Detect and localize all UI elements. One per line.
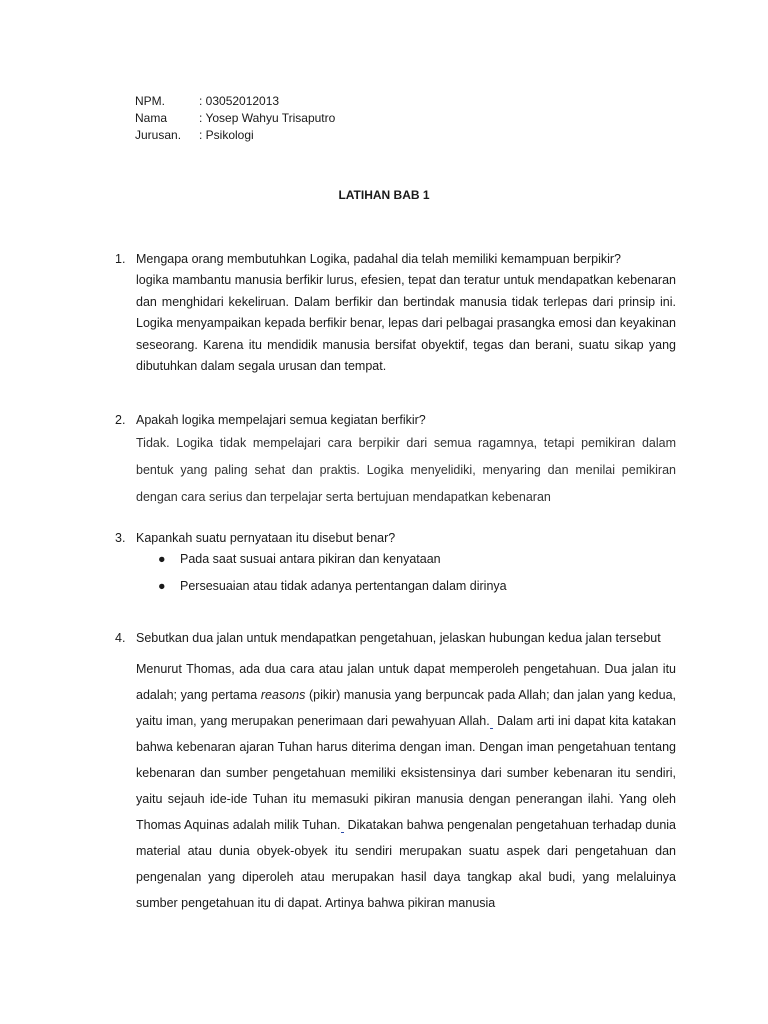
q1-number: 1. (115, 252, 126, 266)
jurusan-label: Jurusan. (135, 128, 182, 142)
npm-value: : 03052012013 (199, 94, 280, 108)
q4-number: 4. (115, 631, 126, 645)
q2-answer: Tidak. Logika tidak mempelajari cara berpikir dari semua ragamnya, tetapi pemikiran dalam bentuk yang paling sehat dan praktis. Logika menyelidiki, menyaring dan menilai pemikiran dengan cara serius dan terpelajar serta bertujuan mendapatkan kebenaran (136, 436, 676, 504)
nama-label: Nama (135, 111, 168, 125)
q3-bullet-1-text: Pada saat susuai antara pikiran dan kenyataan (180, 552, 441, 566)
q3-bullet-2-text: Persesuaian atau tidak adanya pertentangan dalam dirinya (180, 579, 507, 593)
page-title: LATIHAN BAB 1 (338, 188, 430, 202)
q4-answer-part2: (pikir) manusia yang berpuncak pada Allah; dan jalan yang kedua, yaitu iman, yang merupakan penerimaan dari pewahyuan Allah. (136, 688, 676, 728)
q4-answer-part4: Dikatakan bahwa pengenalan pengetahuan terhadap dunia material atau dunia obyek-obyek itu sendiri merupakan suatu aspek dari pengetahuan dan pengenalan yang diperoleh atau merupakan hasil daya tangkap akal budi, yang melaluinya sumber pengetahuan itu di dapat. Artinya bahwa pikiran manusia (136, 818, 676, 910)
q4-question: Sebutkan dua jalan untuk mendapatkan pengetahuan, jelaskan hubungan kedua jalan tersebut (136, 631, 661, 645)
q4-answer-part1: Menurut Thomas, ada dua cara atau jalan untuk dapat memperoleh pengetahuan. Dua jalan itu adalah; yang pertama (136, 662, 676, 702)
q3-question: Kapankah suatu pernyataan itu disebut benar? (136, 531, 396, 545)
q1-question: Mengapa orang membutuhkan Logika, padahal dia telah memiliki kemampuan berpikir? (136, 252, 622, 266)
npm-row (135, 93, 279, 110)
npm-label: NPM. (135, 94, 165, 108)
q4-answer-part3: Dalam arti ini dapat kita katakan bahwa kebenaran ajaran Tuhan harus diterima dengan iman. Dengan iman pengetahuan tentang kebenaran dan sumber pengetahuan memiliki eksistensinya dari sumber kebenaran itu sendiri, yaitu sejauh ide-ide Tuhan itu memasuki pikiran manusia dengan penerangan ilahi. Yang oleh Thomas Aquinas adalah milik Tuhan. (136, 714, 676, 832)
jurusan-value: : Psikologi (199, 128, 254, 142)
bullet-icon: ● (158, 579, 166, 593)
q2-number: 2. (115, 413, 126, 427)
q3-number: 3. (115, 531, 126, 545)
jurusan-row (135, 127, 254, 144)
q3-bullet-2 (158, 579, 507, 593)
q3-bullet-1 (158, 552, 441, 566)
q2-question: Apakah logika mempelajari semua kegiatan berfikir? (136, 413, 426, 427)
nama-row (135, 110, 335, 127)
nama-value: : Yosep Wahyu Trisaputro (199, 111, 336, 125)
bullet-icon: ● (158, 552, 166, 566)
q4-answer-italic: reasons (260, 688, 306, 702)
q1-answer: logika mambantu manusia berfikir lurus, efesien, tepat dan teratur untuk mendapatkan kebenaran dan menghidari kekeliruan. Dalam berfikir dan bertindak manusia tidak terlepas dari prinsip ini. Logika menyampaikan kepada berfikir benar, lepas dari pelbagai prasangka emosi dan keyakinan seseorang. Karena itu mendidik manusia bersifat obyektif, tegas dan berani, suatu sikap yang dibutuhkan dalam segala urusan dan tempat. (136, 273, 676, 373)
q4-answer (136, 656, 676, 916)
